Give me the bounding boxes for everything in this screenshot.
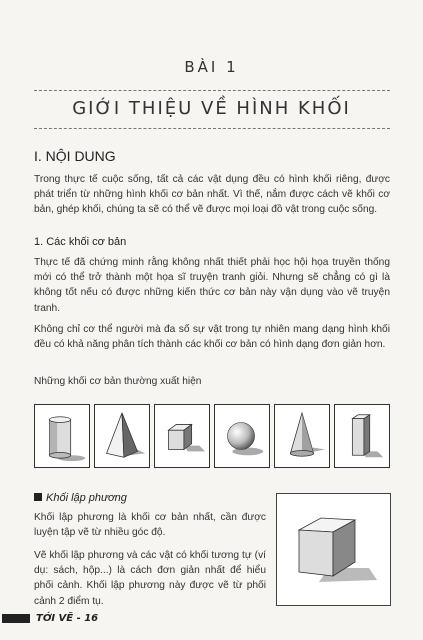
cube-icon bbox=[154, 404, 210, 468]
basic-shapes-strip bbox=[34, 404, 390, 468]
title-divider bbox=[34, 128, 390, 129]
paragraph-drawing-knowledge: Thực tế đã chứng minh rằng không nhất thiết phải học hội họa truyền thống mới có thể trở thành một họa sĩ truyện tranh giỏi. Nhưng sẽ chẳng có gì là không tốt nếu có được những kiến thức cơ bản này vận dụng vào vẽ truyện tranh. bbox=[34, 257, 390, 314]
subheading-basic-shapes: 1. Các khối cơ bản bbox=[34, 236, 127, 248]
paragraph-common-shapes: Những khối cơ bản thường xuất hiện bbox=[34, 376, 202, 387]
cube-paragraph-1: Khối lập phương là khối cơ bản nhất, cần được luyện tập vẽ từ nhiều góc độ. bbox=[34, 512, 266, 539]
footer-bar-icon bbox=[2, 614, 30, 623]
section-heading: I. NỘI DUNG bbox=[34, 148, 116, 164]
paragraph-shape-analysis: Không chỉ cơ thể người mà đa số sự vật trong tự nhiên mang dạng hình khối đều có khả năng phân tích thành các khối cơ bản có hình dạng đơn giản hơn. bbox=[34, 324, 390, 351]
square-bullet-icon bbox=[34, 493, 42, 501]
lesson-label: BÀI 1 bbox=[184, 58, 239, 76]
footer-text: TỚI VẼ - 16 bbox=[36, 613, 99, 624]
page-footer bbox=[2, 613, 98, 624]
rectangular-prism-icon bbox=[334, 404, 390, 468]
cone-icon bbox=[274, 404, 330, 468]
intro-paragraph: Trong thực tế cuộc sống, tất cả các vật dụng đều có hình khối riêng, được phát triển từ những hình khối cơ bản nhất. Vì thế, nắm được cách vẽ khối cơ bản, ghép khối, chúng ta sẽ có thể vẽ được mọi loại đồ vật trong cuộc sống. bbox=[34, 174, 390, 216]
top-divider bbox=[34, 90, 390, 91]
cube-illustration bbox=[276, 493, 391, 606]
cube-paragraph-2: Vẽ khối lập phương và các vật có khối tương tự (ví dụ: sách, hộp...) là cách đơn giản nhất để hiểu phối cảnh. Khối lập phương này được vẽ từ phối cảnh 2 điểm tụ. bbox=[34, 550, 266, 607]
cube-section-heading bbox=[34, 492, 127, 504]
cylinder-icon bbox=[34, 404, 90, 468]
cube-heading-text: Khối lập phương bbox=[46, 492, 127, 504]
sphere-icon bbox=[214, 404, 270, 468]
page-title: GIỚI THIỆU VỀ HÌNH KHỐI bbox=[72, 98, 351, 119]
pyramid-icon bbox=[94, 404, 150, 468]
